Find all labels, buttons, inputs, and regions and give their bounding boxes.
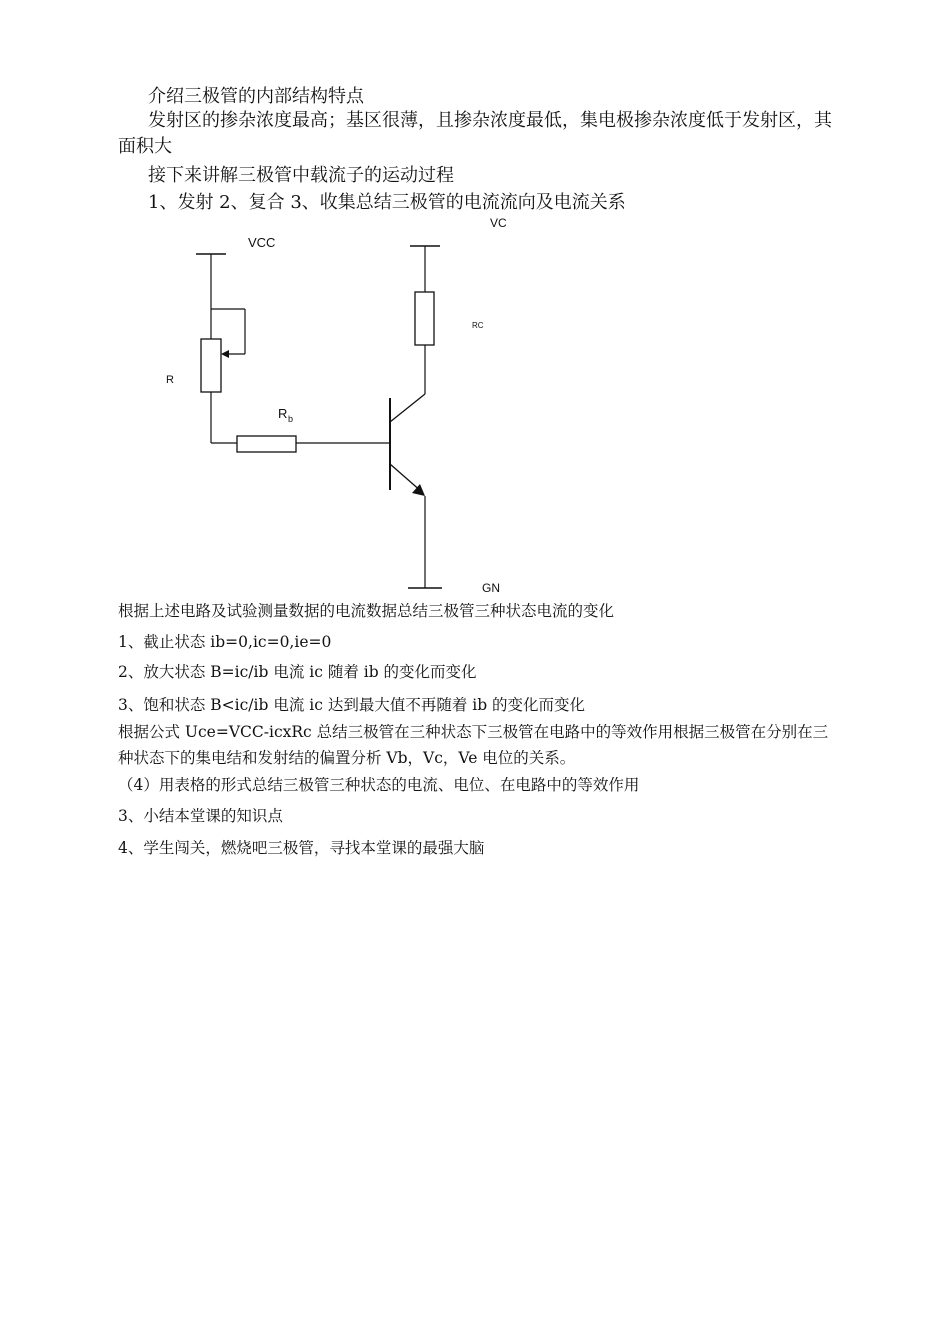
table-summary-item: （4）用表格的形式总结三极管三种状态的电流、电位、在电路中的等效作用 xyxy=(118,776,640,794)
intro-heading: 介绍三极管的内部结构特点 xyxy=(148,86,364,107)
recap-item: 3、小结本堂课的知识点 xyxy=(118,807,283,825)
label-gnd: GN xyxy=(482,581,500,592)
formula-paragraph: 根据公式 Uce=VCC-icxRc 总结三极管在三种状态下三极管在电路中的等效作用根据三极管在分别在三种状态下的集电结和发射结的偏置分析 Vb，Vc，Ve 电位的关系。 xyxy=(118,723,829,767)
label-r: R xyxy=(166,374,174,386)
intro-paragraph-carriers: 接下来讲解三极管中载流子的运动过程 xyxy=(148,165,454,186)
label-rb: R xyxy=(278,406,288,421)
label-vcc-right: VC xyxy=(490,216,507,230)
label-vcc-left: VCC xyxy=(248,235,276,250)
intro-paragraph-process: 1、发射 2、复合 3、收集总结三极管的电流流向及电流关系 xyxy=(148,192,626,213)
potentiometer xyxy=(201,339,221,392)
state-amplify: 2、放大状态 B=ic/ib 电流 ic 随着 ib 的变化而变化 xyxy=(118,663,477,681)
label-rb-subscript: b xyxy=(288,414,294,424)
label-rc: RC xyxy=(472,321,484,330)
intro-paragraph-structure: 发射区的掺杂浓度最高；基区很薄，且掺杂浓度最低，集电极掺杂浓度低于发射区，其面积大 xyxy=(118,110,832,157)
transistor-collector xyxy=(390,394,425,422)
wiper-arrow-icon xyxy=(221,350,229,358)
state-cutoff: 1、截止状态 ib=0,ic=0,ie=0 xyxy=(118,633,332,651)
state-saturation: 3、饱和状态 B<ic/ib 电流 ic 达到最大值不再随着 ib 的变化而变化 xyxy=(118,696,586,714)
transistor-circuit-diagram xyxy=(150,214,550,592)
resistor-rb xyxy=(237,436,296,452)
summary-paragraph: 根据上述电路及试验测量数据的电流数据总结三极管三种状态电流的变化 xyxy=(118,602,615,620)
challenge-item: 4、学生闯关，燃烧吧三极管，寻找本堂课的最强大脑 xyxy=(118,839,485,857)
resistor-rc xyxy=(415,292,434,345)
